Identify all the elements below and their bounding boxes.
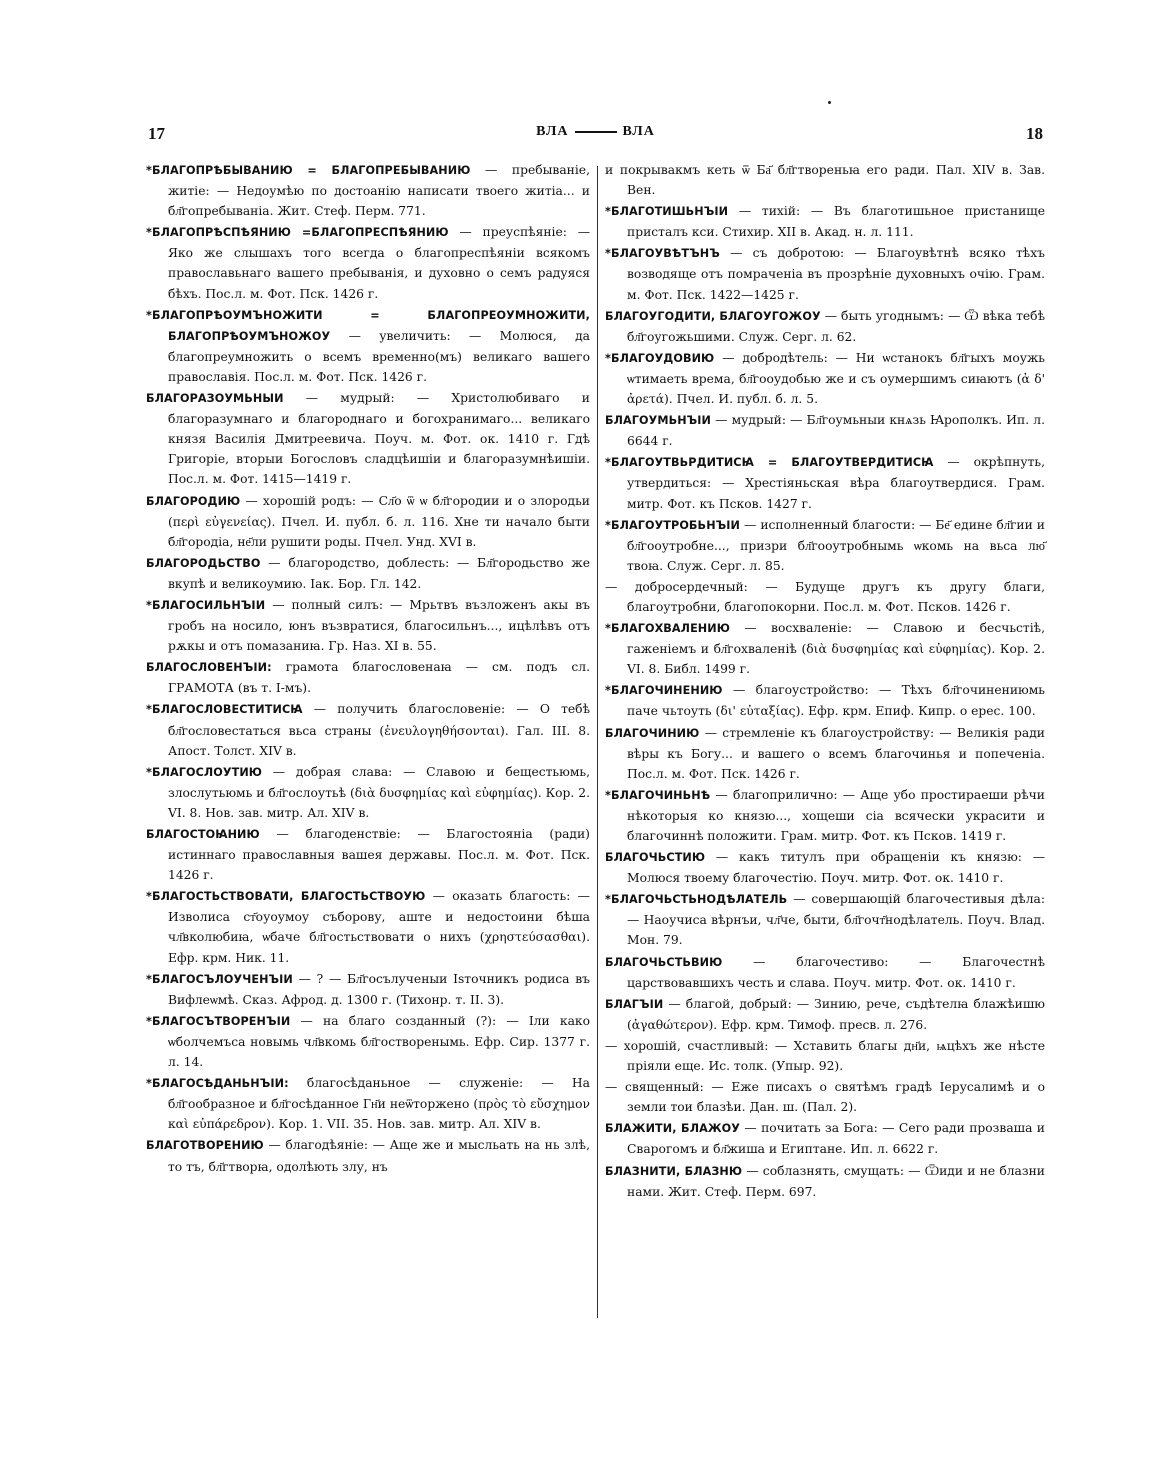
entry-lemma: *БЛАГОУВѢТЪНЪ	[605, 247, 720, 261]
dictionary-entry	[605, 889, 1045, 950]
entry-definition: — благородство, доблесть: — Бл҃городьство же вкупѣ и великоумию. Iак. Бор. Гл. 142.	[168, 555, 590, 591]
entry-definition: и покрывакмъ кеть ѿ Ба҃ бл҃гтвореньꙗ его ради. Пал. XIV в. Зав. Вен.	[605, 163, 1045, 198]
entry-lemma: *БЛАГОПРѢСПѢЯНИЮ =БЛАГОПРЕСПѢЯНИЮ	[146, 226, 449, 240]
dictionary-entry	[146, 969, 590, 1010]
dictionary-entry	[605, 723, 1045, 784]
entry-definition: — какъ титулъ при обращеніи къ князю: — Молюся твоему благочестію. Поуч. митр. Фот. ок. 1410 г.	[627, 850, 1045, 886]
entry-lemma: БЛАЗНИТИ, БЛАЗНЮ	[605, 1164, 743, 1178]
entry-definition: — мудрый: — Христолюбиваго и благоразумнаго и благороднаго и богохранимаго... великаго князя Василія Дмитреевича. Поуч. м. Фот. ок. 1410 г. Гдѣ Григоріе, вторыи Богословъ сладцѣишіи и благоразумнѣишіи. Пос.л. м. Фот. 1415—1419 г.	[168, 391, 590, 487]
entry-definition: — пребываніе, житіе: — Недоумѣю по достоанію написати твоего житіа... и бл҃гопребываніа. Жит. Стеф. Перм. 771.	[168, 163, 590, 219]
entry-lemma: *БЛАГОУТРОБЬНЪІИ	[605, 518, 740, 532]
entry-lemma: *БЛАГОЧИНЕНИЮ	[605, 684, 723, 698]
entry-definition: — полный силъ: — Мрьтвъ възложенъ акы въ гробъ на носило, юнъ възвратися, благосильнъ..., ицѣлѣвъ отъ рѫкы и отъ помазаниꙗ. Гр. Наз. XI в. 55.	[168, 597, 590, 654]
entry-lemma: БЛАГОРОДИЮ	[146, 494, 241, 508]
dictionary-entry	[146, 824, 590, 885]
entry-definition: — мудрый: — Бл҃гоумьныи кнѧзь Ꙗрополкъ. Ип. л. 6644 г.	[627, 413, 1045, 449]
entry-definition: — соблазнять, смущать: — Ѿиди и не блазни нами. Жит. Стеф. Перм. 697.	[627, 1163, 1045, 1199]
entry-definition: — исполненный благости: — Бе҃ едине бл҃гии и бл҃гооутробне..., призри бл҃гооутробнымь ѡкомь на вьса лю҃ твоꙗ. Служ. Серг. л. 85.	[627, 517, 1045, 573]
entry-definition: — добрая слава: — Славою и бещестьюмь, злослутьюмь и бл҃гослоутьѣ (διὰ δυσφημίας καὶ εὐφημίας). Кор. 2. VI. 8. Нов. зав. митр. Ал. XIV в.	[168, 764, 590, 820]
entry-lemma: *БЛАГОТИШЬНЪІИ	[605, 205, 729, 219]
entry-definition: — окрѣпнуть, утвердиться: — Хрестіяньская вѣра благоутвердися. Грам. митр. Фот. къ Псков. 1427 г.	[627, 455, 1045, 511]
print-speck	[828, 101, 831, 104]
entry-definition: — быть угоднымъ: — Ѿ вѣка тебѣ бл҃гоугожьшими. Служ. Серг. л. 62.	[627, 308, 1045, 344]
running-head-right: ВЛА	[622, 124, 655, 139]
entry-lemma: БЛАГОРАЗОУМЬНЫИ	[146, 392, 284, 406]
entry-lemma: БЛАЖИТИ, БЛАЖОУ	[605, 1122, 740, 1136]
entry-definition: — священный: — Еже писахъ о святѣмъ градѣ Іерусалимѣ и о земли тои блазѣи. Дан. ш. (Пал. 2).	[605, 1080, 1045, 1115]
entry-lemma: БЛАГЪІИ	[605, 997, 664, 1011]
entry-definition: — благоприлично: — Аще убо простираеши рѣчи нѣкоторыя ко князю..., хощеши сіа всячески украсити и благочиннѣ положити. Грам. митр. Фот. къ Псков. 1419 г.	[627, 787, 1045, 843]
entry-lemma: *БЛАГОСЛОВЕСТИТИСꙖ	[146, 703, 303, 717]
entry-lemma: *БЛАГОПРѢОУМЪНОЖИТИ = БЛАГОПРЕОУМНОЖИТИ, БЛАГОПРѢОУМЪНОЖОУ	[146, 308, 590, 343]
dictionary-entry	[605, 348, 1045, 409]
dictionary-entry	[146, 305, 590, 387]
dictionary-entry	[605, 515, 1045, 576]
running-head	[148, 124, 1043, 140]
dictionary-entry	[605, 577, 1045, 617]
page-number-right: 18	[1026, 124, 1043, 143]
entry-lemma: *БЛАГОСИЛЬНЪІИ	[146, 598, 266, 612]
right-column	[605, 160, 1045, 1203]
dictionary-entry	[146, 699, 590, 760]
entry-lemma: БЛАГОСТОꙖНИЮ	[146, 828, 260, 841]
dictionary-entry	[146, 762, 590, 823]
entry-lemma: БЛАГОЧИНИЮ	[605, 726, 700, 740]
entry-definition: — добросердечный: — Будуще другъ къ другу благи, благоутробни, благопокорни. Пос.л. м. Фот. Псков. 1426 г.	[605, 579, 1045, 614]
dictionary-entry	[605, 1036, 1045, 1076]
dictionary-entry	[605, 306, 1045, 347]
entry-definition: — благочестиво: — Благочестнѣ царствовавшихъ честь и слава. Поуч. митр. Фот. ок. 1410 г.	[627, 954, 1045, 990]
dictionary-entry	[146, 553, 590, 594]
dictionary-entry	[146, 657, 590, 698]
entry-lemma: *БЛАГОЧИНЬНѢ	[605, 788, 711, 802]
dictionary-entry	[146, 388, 590, 489]
dictionary-entry	[605, 201, 1045, 242]
dictionary-entry	[605, 243, 1045, 304]
entry-definition: благосѣданьное — служеніе: — На бл҃гообразное и бл҃госѣданное Гн҃и неѿторжено (πρὸς τὸ εὔσχημον καὶ εὐπάρεδρον). Кор. 1. VII. 35. Нов. зав. митр. Ал. XIV в.	[168, 1076, 590, 1132]
dictionary-entry	[605, 160, 1045, 200]
entry-definition: — благой, добрый: — Зинию, рече, съдѣтелꙗ блажѣишю (ἀγαθώτερον). Ефр. крм. Тимоф. пресв. л. 276.	[627, 996, 1045, 1032]
running-head-left: ВЛА	[536, 124, 569, 139]
dictionary-entry	[146, 1011, 590, 1072]
entry-definition: — хорошій родъ: — Сл҃о ѿ ѡ бл҃городии и о злородьи (περὶ εὐγενείας). Пчел. И. публ. б. л. 116. Хне ти начало быти бл҃городіа, не҃ли рушити роды. Пчел. Унд. XVI в.	[168, 493, 590, 549]
entry-lemma: *БЛАГОЧЬСТЬНОДѢЛАТЕЛЬ	[605, 893, 788, 907]
dictionary-entry	[146, 595, 590, 656]
dictionary-entry	[146, 222, 590, 303]
running-head-dash	[575, 131, 617, 133]
entry-lemma: БЛАГОЧЬСТИЮ	[605, 851, 706, 865]
dictionary-entry	[605, 1118, 1045, 1159]
entry-definition: — хорошій, счастливый: — Хставить благы дн҃и, ѩцѣхъ же нѣсте пріяли еще. Ис. толк. (Упыр. 92).	[605, 1038, 1045, 1074]
entry-definition: — совершающій благочестивыя дѣла: — Наоучиса вѣрнъи, чл҃че, быти, бл҃гочт҃нодѣлатель. Поуч. Влад. Мон. 79.	[627, 892, 1045, 948]
entry-definition: — благоустройство: — Тѣхъ бл҃гочинениюмь паче чьтоуть (δι' εὐταξίας). Ефр. крм. Епиф. Кипр. о ерес. 100.	[627, 683, 1045, 719]
entry-lemma: *БЛАГОХВАЛЕНИЮ	[605, 622, 730, 636]
dictionary-entry	[146, 160, 590, 221]
entry-definition: — получить благословеніе: — О тебѣ бл҃гословестаться вьса страны (ἐνευλογηθήσονται). Гал. III. 8. Апост. Толст. XIV в.	[168, 702, 590, 758]
entry-definition: — добродѣтель: — Ни ѡстанокъ бл҃гыхъ моужь ѡтимаеть врема, бл҃гооудобью же и съ оумершимъ сиꙗютъ (ἁ δ' ἀρετά). Пчел. И. публ. б. л. 5.	[627, 350, 1045, 407]
entry-definition: — съ добротою: — Благоувѣтнѣ всяко тѣхъ возводяще отъ помраченіа въ прозрѣніе духовныхъ очію. Грам. м. Фот. Пск. 1422—1425 г.	[627, 246, 1045, 302]
entry-lemma: БЛАГОЧЬСТЬВИЮ	[605, 955, 723, 969]
entry-lemma: *БЛАГОУДОВИЮ	[605, 351, 715, 365]
entry-definition: — благоденствіе: — Благостояніа (ради) истиннаго православныя вашея державы. Пос.л. м. Фот. Пск. 1426 г.	[168, 827, 590, 883]
dictionary-entry	[146, 1135, 590, 1176]
entry-lemma: БЛАГОУМЬНЪІИ	[605, 414, 712, 428]
dictionary-entry	[605, 680, 1045, 721]
entry-definition: — преуспѣяніе: — Яко же слышахъ того всегда о благопреспѣяніи всякомъ православьнаго вашего пребыванія, и духовно о семъ радуяся бѣхъ. Пос.л. м. Фот. Пск. 1426 г.	[168, 225, 590, 301]
left-column	[146, 160, 590, 1178]
entry-lemma: *БЛАГОСЪЛОУЧЕНЪІИ	[146, 972, 293, 986]
entry-lemma: *БЛАГОСЪТВОРЕНЪІИ	[146, 1014, 291, 1028]
dictionary-entry	[605, 952, 1045, 993]
column-divider	[597, 166, 598, 1318]
dictionary-entry	[605, 994, 1045, 1035]
entry-lemma: *БЛАГОСѢДАНЬНЪІИ:	[146, 1077, 289, 1091]
entry-lemma: БЛАГОУГОДИТИ, БЛАГОУГОЖОУ	[605, 309, 821, 323]
dictionary-entry	[605, 1161, 1045, 1202]
dictionary-entry	[605, 618, 1045, 679]
entry-lemma: *БЛАГОСЛОУТИЮ	[146, 765, 263, 779]
page-number-left: 17	[148, 124, 165, 143]
entry-lemma: *БЛАГОСТЬСТВОВАТИ, БЛАГОСТЬСТВОУЮ	[146, 890, 426, 904]
entry-definition: — на благо созданный (?): — Іли како ѡболчемъса новымь чл҃вкомь бл҃гостворенымь. Ефр. Сир. 1377 г. л. 14.	[168, 1013, 590, 1070]
entry-definition: грамота благословенаꙗ — см. подъ сл. ГРАМОТА (въ т. I-мъ).	[168, 660, 590, 696]
entry-definition: — ? — Бл҃госълученыи Іѕточникъ родиса въ Вифлеѡмѣ. Сказ. Афрод. д. 1300 г. (Тихонр. т. II. 3).	[168, 971, 590, 1007]
dictionary-entry	[605, 410, 1045, 451]
entry-definition: — увеличить: — Молюся, да благопреумножить о всемъ временно(мъ) великаго вашего православія. Пос.л. м. Фот. Пск. 1426 г.	[168, 328, 590, 384]
page-header	[148, 124, 1043, 150]
dictionary-entry	[146, 886, 590, 967]
dictionary-entry	[605, 847, 1045, 888]
dictionary-entry	[605, 1077, 1045, 1117]
entry-definition: — восхваленіе: — Славою и бесчьстіѣ, гаженіемъ и бл҃гохваленіѣ (διὰ δυσφημίας καὶ εὐφημίας). Кор. 2. VI. 8. Библ. 1499 г.	[627, 621, 1045, 677]
dictionary-entry	[605, 785, 1045, 846]
entry-definition: — благодѣяніе: — Аще же и мысльать на нь злѣ, то тъ, бл҃гтворꙗ, одолѣють злу, нъ	[168, 1138, 590, 1174]
entry-lemma: БЛАГОТВОРЕНИЮ	[146, 1139, 264, 1153]
entry-definition: — стремленіе къ благоустройству: — Великія ради вѣры къ Богу... и вашего о всемъ благочинья и попеченіа. Пос.л. м. Фот. Пск. 1426 г.	[627, 725, 1045, 781]
dictionary-entry	[146, 491, 590, 552]
entry-lemma: БЛАГОСЛОВЕНЪІИ:	[146, 661, 272, 675]
entry-definition: — тихій: — Въ благотишьное пристанище присталъ кси. Стихир. XII в. Акад. н. л. 111.	[627, 204, 1045, 240]
entry-lemma: *БЛАГОУТВЬРДИТИСꙖ = БЛАГОУТВЕРДИТИСꙖ	[605, 456, 934, 470]
dictionary-entry	[146, 1073, 590, 1134]
dictionary-entry	[605, 452, 1045, 513]
entry-definition: — почитать за Бога: — Сего ради прозваша и Сварогомъ и бл҃жиша и Египтане. Ип. л. 6622 г.	[627, 1121, 1046, 1157]
entry-lemma: БЛАГОРОДЬСТВО	[146, 556, 261, 570]
entry-definition: — оказать благость: — Изволиса ст҃оуоумоу съборову, аште и недостоини бѣша чл҃вколюбиꙗ, ѡбаче бл҃гостьствовати о нихъ (χρηστεύσασθαι). Ефр. крм. Ник. 11.	[168, 889, 590, 965]
entry-lemma: *БЛАГОПРѢБЫВАНИЮ = БЛАГОПРЕБЫВАНИЮ	[146, 164, 471, 177]
